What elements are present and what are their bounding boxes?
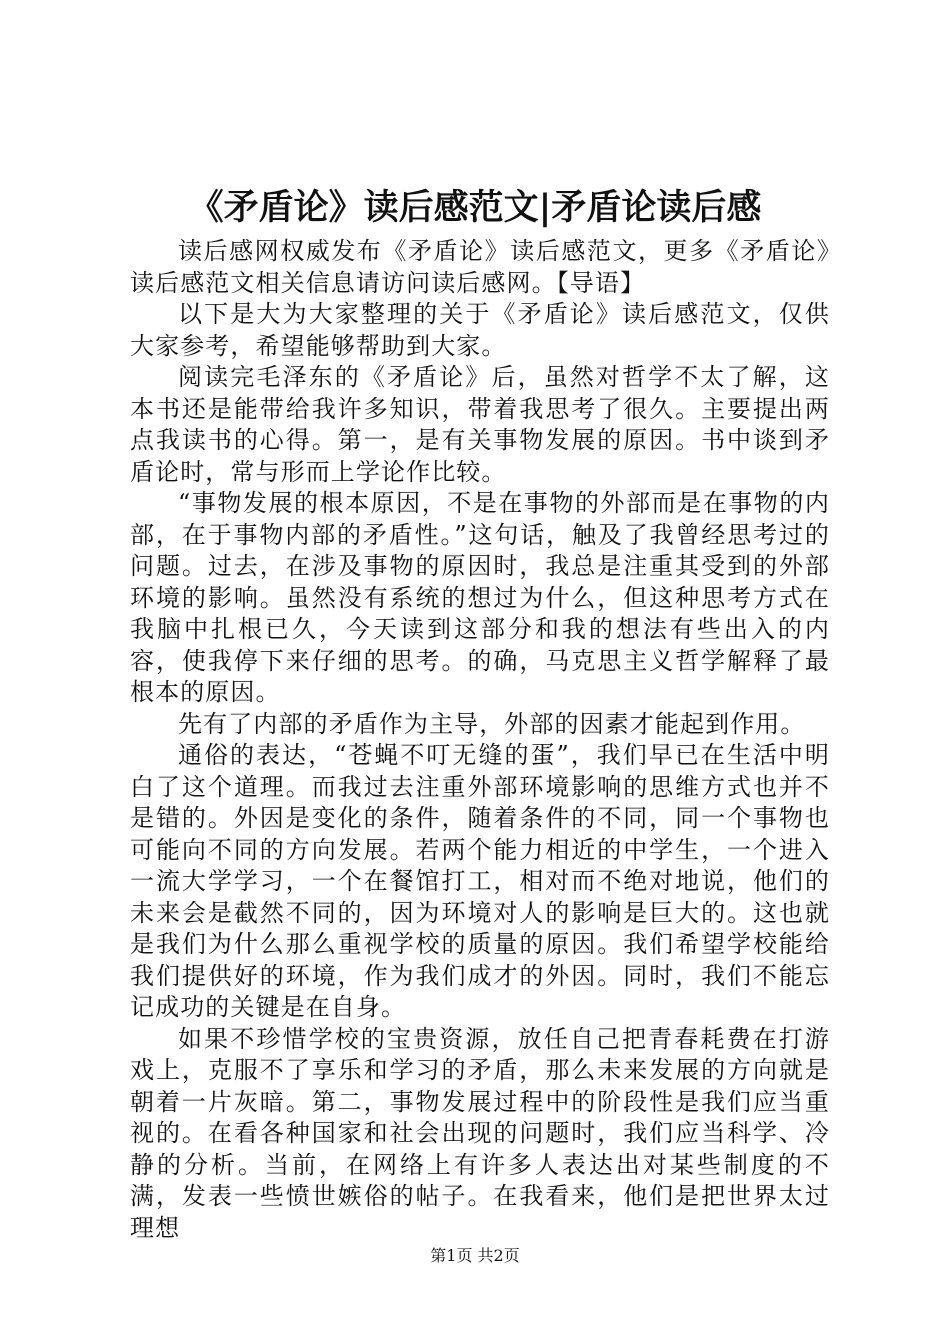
paragraph-5: 先有了内部的矛盾作为主导，外部的因素才能起到作用。 [178, 709, 806, 738]
paragraph-2: 以下是大为大家整理的关于《矛盾论》读后感范文，仅供大家参考，希望能够帮助到大家。 [130, 300, 830, 360]
paragraph-7: 如果不珍惜学校的宝贵资源，放任自己把青春耗费在打游戏上，克服不了享乐和学习的矛盾，那么未来发展的方向就是朝着一片灰暗。第二，事物发展过程中的阶段性是我们应当重视的。在看各种国家和社会出现的问题时，我们应当科学、冷静的分析。当前，在网络上有许多人表达出对某些制度的不满，发表一些愤世嫉俗的帖子。在我看来，他们是把世界太过理想 [130, 1024, 830, 1242]
paragraph-4: “事物发展的根本原因，不是在事物的外部而是在事物的内部，在于事物内部的矛盾性。”这句话，触及了我曾经思考过的问题。过去，在涉及事物的原因时，我总是注重其受到的外部环境的影响。虽然没有系统的想过为什么，但这种思考方式在我脑中扎根已久，今天读到这部分和我的想法有些出入的内容，使我停下来仔细的思考。的确，马克思主义哲学解释了最根本的原因。 [130, 489, 830, 706]
document-title: 《矛盾论》读后感范文|矛盾论读后感 [188, 187, 762, 228]
paragraph-3: 阅读完毛泽东的《矛盾论》后，虽然对哲学不太了解，这本书还是能带给我许多知识，带着我思考了很久。主要提出两点我读书的心得。第一，是有关事物发展的原因。书中谈到矛盾论时，常与形而上学论作比较。 [130, 363, 830, 486]
paragraph-1: 读后感网权威发布《矛盾论》读后感范文，更多《矛盾论》读后感范文相关信息请访问读后感网。【导语】 [130, 237, 830, 297]
document-body [130, 236, 830, 1244]
paragraph-6: 通俗的表达，“苍蝇不叮无缝的蛋”，我们早已在生活中明白了这个道理。而我过去注重外部环境影响的思维方式也并不是错的。外因是变化的条件，随着条件的不同，同一个事物也可能向不同的方向发展。若两个能力相近的中学生，一个进入一流大学学习，一个在餐馆打工，相对而不绝对地说，他们的未来会是截然不同的，因为环境对人的影响是巨大的。这也就是我们为什么那么重视学校的质量的原因。我们希望学校能给我们提供好的环境，作为我们成才的外因。同时，我们不能忘记成功的关键是在自身。 [130, 741, 830, 1021]
page-footer: 第1页 共2页 [430, 1246, 520, 1265]
